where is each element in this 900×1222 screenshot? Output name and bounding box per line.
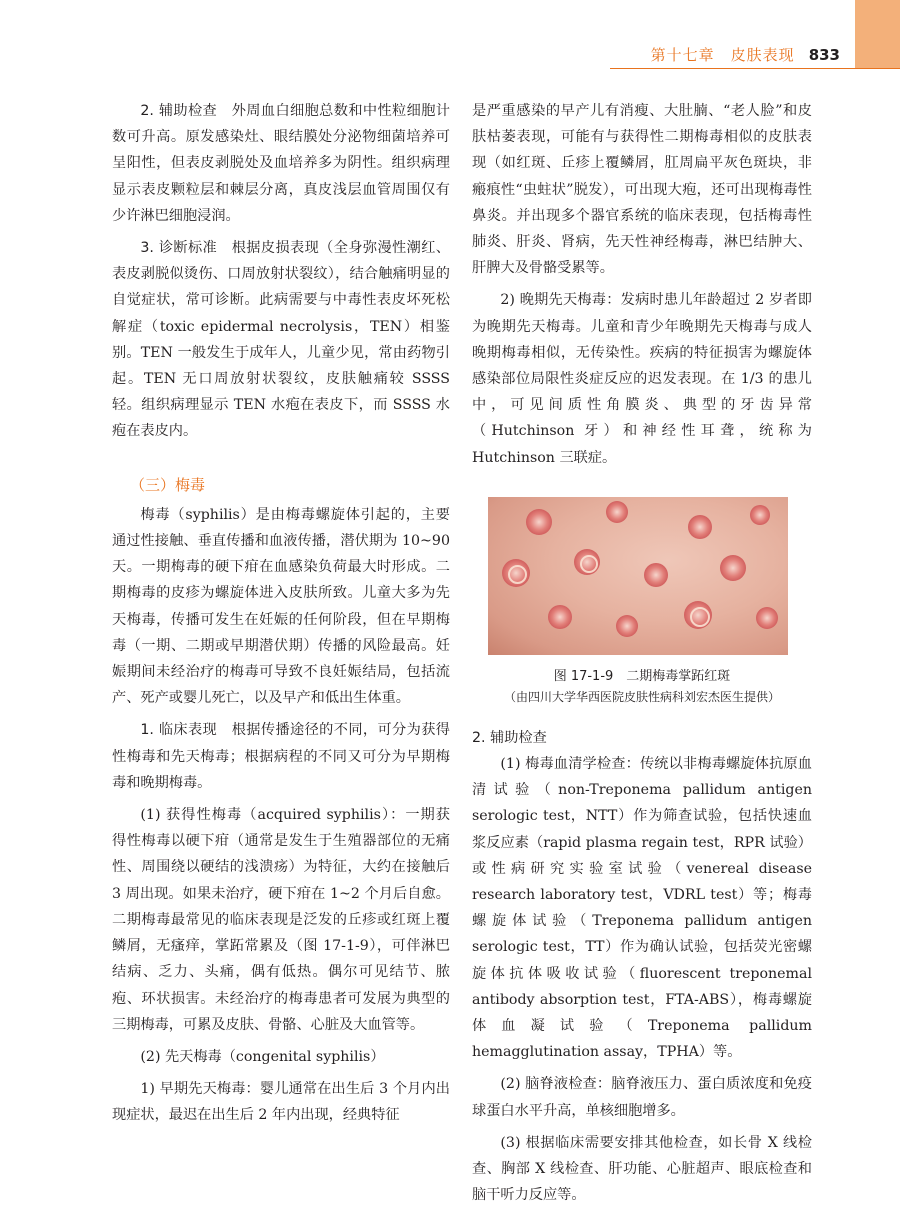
paragraph-other-exams: (3) 根据临床需要安排其他检查，如长骨 X 线检查、胸部 X 线检查、肝功能、心脏超声、眼底检查和脑干听力反应等。: [472, 1134, 812, 1204]
paragraph-late-congenital: 2) 晚期先天梅毒：发病时患儿年龄超过 2 岁者即为晚期先天梅毒。儿童和青少年晚期先天梅毒与成人晚期梅毒相似，无传染性。疾病的特征损害为螺旋体感染部位局限性炎症反应的迟发表现。在 1/3 的患儿中，可见间质性角膜炎、典型的牙齿异常（Hutchinson 牙）和神经性耳聋，统称为 Hutchinson 三联症。: [472, 292, 812, 466]
page-header: [600, 44, 840, 68]
paragraph-early-congenital: 1) 早期先天梅毒：婴儿通常在出生后 3 个月内出现症状，最迟在出生后 2 年内出现，经典特征: [112, 1081, 450, 1124]
section-title-syphilis: （三）梅毒: [130, 475, 206, 494]
chapter-title: 第十七章 皮肤表现: [650, 46, 795, 64]
paragraph-diagnosis: 3. 诊断标准 根据皮损表现（全身弥漫性潮红、表皮剥脱似烫伤、口周放射状裂纹），结合触痛明显的自觉症状，常可诊断。此病需要与中毒性表皮坏死松解症（toxic epidermal necrolysis，TEN）相鉴别。TEN 一般发生于成年人，儿童少见，常由药物引起。TEN 无口周放射状裂纹，皮肤触痛较 SSSS 轻。组织病理显示 TEN 水疱在表皮下，而 SSSS 水疱在表皮内。: [112, 240, 450, 440]
heading-auxiliary-exam-syphilis: 2. 辅助检查: [472, 729, 547, 746]
figure-source: （由四川大学华西医院皮肤性病科刘宏杰医生提供）: [503, 689, 780, 704]
paragraph-syphilis-intro: 梅毒（syphilis）是由梅毒螺旋体引起的，主要通过性接触、垂直传播和血液传播，潜伏期为 10~90 天。一期梅毒的硬下疳在血感染负荷最大时形成。二期梅毒的皮疹为螺旋体进入皮肤所致。儿童大多为先天梅毒，传播可发生在妊娠的任何阶段，但在早期梅毒（一期、二期或早期潜伏期）传播的风险最高。妊娠期间未经治疗的梅毒可导致不良妊娠结局，包括流产、死产或婴儿死亡，以及早产和低出生体重。: [112, 506, 450, 707]
figure-palmar-erythema: [488, 497, 788, 655]
heading-clinical: 1. 临床表现: [140, 722, 218, 739]
paragraph-acquired: (1) 获得性梅毒（acquired syphilis）：一期获得性梅毒以硬下疳（通常是发生于生殖器部位的无痛性、周围绕以硬结的浅溃疡）为特征，大约在接触后 3 周出现。如果未治疗，硬下疳在 1~2 个月后自愈。二期梅毒最常见的临床表现是泛发的丘疹或红斑上覆鳞屑，无瘙痒，掌跖常累及（图 17-1-9），可伴淋巴结病、乏力、头痛，偶有低热。偶尔可见结节、脓疱、环状损害。未经治疗的梅毒患者可发展为典型的三期梅毒，可累及皮肤、骨骼、心脏及大血管等。: [112, 807, 450, 1033]
paragraph-clinical: 1. 临床表现 根据传播途径的不同，可分为获得性梅毒和先天梅毒；根据病程的不同又可分为早期梅毒和晚期梅毒。: [112, 722, 450, 791]
header-rule: [610, 68, 900, 69]
right-column: [472, 98, 812, 1209]
paragraph-auxiliary-exam: 2. 辅助检查 外周血白细胞总数和中性粒细胞计数可升高。原发感染灶、眼结膜处分泌物细菌培养可呈阳性，但表皮剥脱处及血培养多为阴性。组织病理显示表皮颗粒层和棘层分离，真皮浅层血管周围仅有少许淋巴细胞浸润。: [112, 103, 450, 224]
heading-diagnosis: 3. 诊断标准: [140, 240, 218, 257]
figure-caption: 图 17-1-9 二期梅毒掌跖红斑: [553, 668, 731, 684]
page-number: 833: [808, 46, 840, 64]
heading-auxiliary-exam: 2. 辅助检查: [140, 103, 218, 119]
paragraph-serology: (1) 梅毒血清学检查：传统以非梅毒螺旋体抗原血清试验（non-Treponema pallidum antigen serologic test，NTT）作为筛查试验，包括快速血浆反应素（rapid plasma regain test，RPR 试验）或性病研究实验室试验（venereal disease research laboratory test，VDRL test）等；梅毒螺旋体试验（Treponema pallidum antigen serologic test，TT）作为确认试验，包括荧光密螺旋体抗体吸收试验（fluorescent treponemal antibody absorption test，FTA-ABS），梅毒螺旋体血凝试验（Treponema pallidum hemagglutination assay，TPHA）等。: [472, 756, 812, 1061]
chapter-tab: [855, 0, 900, 68]
paragraph-continued: 是严重感染的早产儿有消瘦、大肚腩、“老人脸”和皮肤枯萎表现，可能有与获得性二期梅毒相似的皮肤表现（如红斑、丘疹上覆鳞屑，肛周扁平灰色斑块，非瘢痕性“虫蛀状”脱发），可出现大疱，还可出现梅毒性鼻炎。并出现多个器官系统的临床表现，包括梅毒性肺炎、肝炎、肾病，先天性神经梅毒，淋巴结肿大、肝脾大及骨骼受累等。: [472, 103, 812, 277]
left-column: [112, 98, 450, 1129]
paragraph-congenital: (2) 先天梅毒（congenital syphilis）: [140, 1048, 385, 1065]
paragraph-csf: (2) 脑脊液检查：脑脊液压力、蛋白质浓度和免疫球蛋白水平升高，单核细胞增多。: [472, 1076, 812, 1119]
